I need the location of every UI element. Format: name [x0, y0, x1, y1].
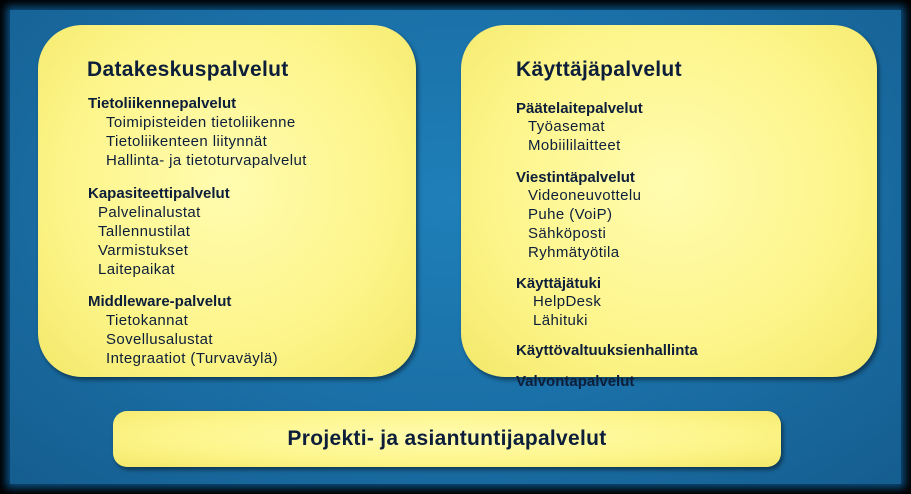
- list-item: HelpDesk: [533, 293, 602, 310]
- group-label: Päätelaitepalvelut: [516, 100, 643, 117]
- panel-title: Käyttäjäpalvelut: [516, 58, 682, 81]
- list-item: Sähköposti: [528, 225, 607, 242]
- list-item: Videoneuvottelu: [528, 187, 642, 204]
- group-label: Tietoliikennepalvelut: [88, 95, 237, 112]
- list-item: Hallinta- ja tietoturvapalvelut: [106, 152, 307, 169]
- list-item: Ryhmätyötila: [528, 244, 620, 261]
- list-item: Palvelinalustat: [98, 204, 201, 221]
- list-item: Sovellusalustat: [106, 331, 213, 348]
- list-item: Integraatiot (Turvaväylä): [106, 350, 279, 367]
- panel-title: Datakeskuspalvelut: [87, 58, 289, 81]
- list-item: Tietokannat: [106, 312, 189, 329]
- list-item: Työasemat: [528, 118, 605, 135]
- list-item: Lähituki: [533, 312, 588, 329]
- project-services-bar: [113, 411, 781, 467]
- group-label: Middleware-palvelut: [88, 293, 232, 310]
- list-item: Puhe (VoiP): [528, 206, 613, 223]
- user-services-panel: [461, 25, 877, 390]
- list-item: Varmistukset: [98, 242, 189, 259]
- list-item: Laitepaikat: [98, 261, 175, 278]
- group-label: Kapasiteettipalvelut: [88, 185, 230, 202]
- group-label: Käyttäjätuki: [516, 275, 602, 292]
- group-label: Viestintäpalvelut: [516, 169, 635, 186]
- group-label: Käyttövaltuuksienhallinta: [516, 342, 698, 359]
- list-item: Tietoliikenteen liitynnät: [106, 133, 268, 150]
- bar-title: Projekti- ja asiantuntijapalvelut: [287, 427, 607, 450]
- list-item: Mobiililaitteet: [528, 137, 621, 154]
- list-item: Toimipisteiden tietoliikenne: [106, 114, 296, 131]
- list-item: Tallennustilat: [98, 223, 191, 240]
- datacenter-services-panel: [38, 25, 416, 377]
- group-label: Valvontapalvelut: [516, 373, 635, 390]
- diagram-frame: [10, 10, 901, 484]
